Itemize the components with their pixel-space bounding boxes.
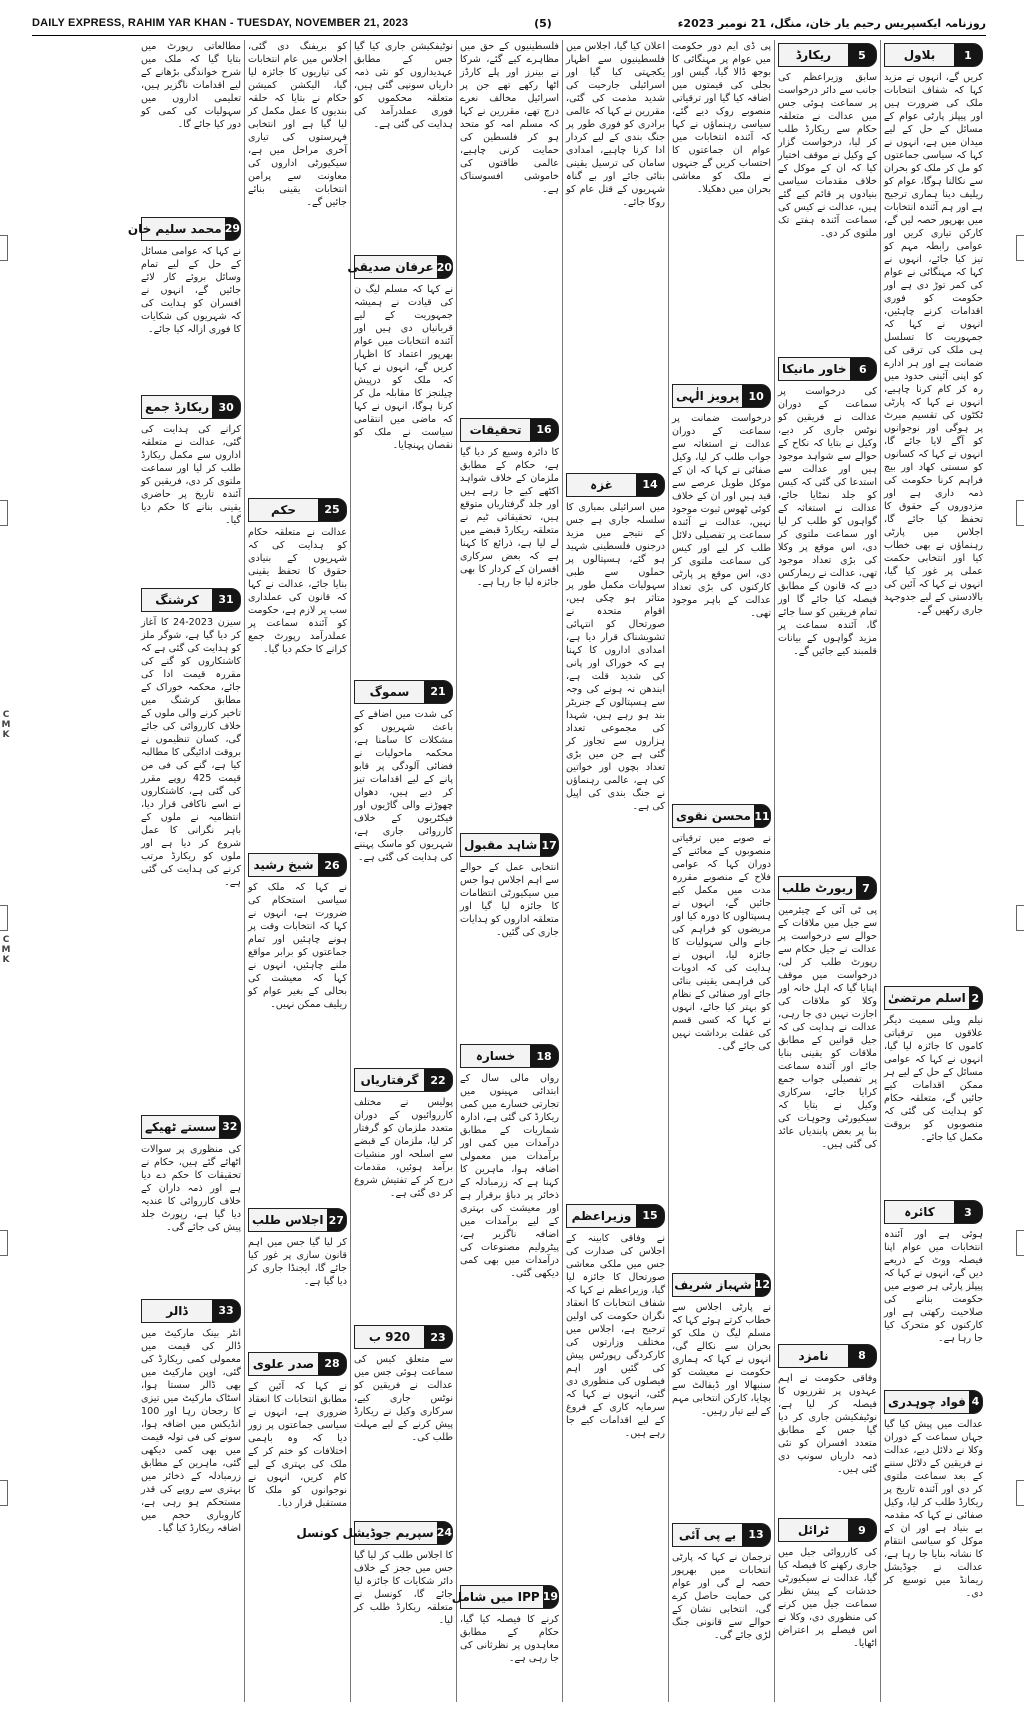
news-item-body: نے صوبے میں ترقیاتی منصوبوں کے معائنے کے دوران کہا کہ عوامی فلاح کے منصوبے مقررہ مدت میں مکمل کیے جائیں گے، انہوں نے ہسپتالوں کا دورہ کیا اور مریضوں کو فراہم کی جانے والی سہولیات کا جائزہ لیا، انہوں نے ہدایت کی کہ ادویات کی فراہمی یقینی بنائی جائے اور صفائی کے نظام کو بہتر کیا جائے، انہوں نے کہا کہ کسی قسم کی غفلت برداشت نہیں کی جائے گی۔: [672, 833, 771, 1053]
news-item-title: حکم: [270, 502, 297, 517]
news-item-heading: [296, 1521, 453, 1545]
news-column: [127, 40, 244, 1702]
news-item: [672, 40, 771, 381]
news-item-title: کائرہ: [904, 1205, 935, 1220]
news-item: [248, 850, 347, 1205]
news-item: [248, 40, 347, 495]
news-item-body: عدالت میں پیش کیا گیا جہاں سماعت کے دوران وکلا نے دلائل دیے، عدالت نے فریقین کے دلائل سننے کے بعد سماعت ملتوی کر دی اور آئندہ تاریخ پر ریکارڈ طلب کر لیا، وکیل صفائی نے کہا کہ مقدمہ بے بنیاد ہے اور ان کے موکل کو سیاسی انتقام کا نشانہ بنایا جا رہا ہے، عدالت نے جوڈیشل ریمانڈ میں توسیع کر دی۔: [884, 1418, 983, 1599]
news-item-body: کو بریفنگ دی گئی، اجلاس میں عام انتخابات کی تیاریوں کا جائزہ لیا گیا، الیکشن کمیشن حکام نے بتایا کہ حلقہ بندیوں کا عمل مکمل کر لیا گیا ہے اور انتخابی فہرستوں کی تیاری آخری مراحل میں ہے، سیکیورٹی اداروں کی معاونت سے پرامن انتخابات یقینی بنائے جائیں گے۔: [248, 41, 347, 208]
news-item: [354, 40, 453, 252]
news-item-body: کا اجلاس طلب کر لیا گیا جس میں ججز کے خلاف دائر شکایات کا جائزہ لیا جائے گا، کونسل نے متعلقہ ریکارڈ طلب کر لیا۔: [354, 1549, 453, 1626]
news-item: [672, 1520, 771, 1702]
news-item: [884, 983, 983, 1197]
news-item-heading: [778, 357, 877, 381]
registration-mark: [1016, 1480, 1024, 1506]
news-item-number: 21: [424, 681, 452, 703]
news-item-title: سپریم جوڈیشل کونسل: [296, 1525, 434, 1540]
news-item: [778, 1515, 877, 1702]
news-item-heading: [451, 1585, 559, 1609]
news-columns: [32, 40, 986, 1702]
news-item-number: 20: [437, 256, 452, 278]
news-item-body: نے کہا کہ ملک کو سیاسی استحکام کی ضرورت ہے، انہوں نے کہا کہ انتخابات وقت پر ہونے چاہئیں اور تمام جماعتوں کو برابر مواقع ملنے چاہئیں، انہوں نے کہا کہ معیشت کی بحالی کے بغیر عوام کو ریلیف ممکن نہیں۔: [248, 882, 347, 1011]
news-item-heading: [354, 1068, 453, 1092]
news-item-body: ہوئی ہے اور آئندہ انتخابات میں عوام اپنا فیصلہ ووٹ کے ذریعے دیں گے، انہوں نے کہا کہ پیپلز پارٹی ہر صوبے میں حکومت بنانے کی صلاحیت رکھتی ہے اور کارکنوں کو متحرک کیا جا رہا ہے۔: [884, 1229, 983, 1345]
news-item-body: نوٹیفکیشن جاری کیا گیا جس کے مطابق عہدیداروں کو نئی ذمہ داریاں سونپی گئی ہیں، متعلقہ محکموں کو فوری عملدرآمد کی ہدایت کی گئی ہے۔: [354, 41, 453, 130]
news-item: [778, 1341, 877, 1515]
news-item-title: IPP میں شامل: [451, 1589, 540, 1604]
registration-mark: [0, 905, 8, 931]
news-item-title: نامزد: [798, 1348, 829, 1363]
registration-mark: [1016, 500, 1024, 526]
news-item-title: سموگ: [369, 684, 410, 699]
news-item-heading: [248, 853, 347, 877]
newspaper-page: [32, 14, 986, 1704]
news-item-title: شیخ رشید: [253, 858, 314, 873]
news-item-title: وزیراعظم: [571, 1208, 632, 1223]
news-item-heading: [778, 43, 877, 67]
masthead-urdu: روزنامہ ایکسپریس رحیم یار خان، منگل، 21 نومبر 2023ء: [677, 16, 986, 30]
news-item-body: اعلان کیا گیا، اجلاس میں فلسطینیوں سے اظہار یکجہتی کیا گیا اور اسرائیلی جارحیت کی شدید مذمت کی گئی، مقررین نے کہا کہ عالمی برادری کو فوری طور پر جنگ بندی کے لیے کردار ادا کرنا چاہیے، امدادی سامان کی ترسیل یقینی بنائی جائے اور بے گناہ شہریوں کے قتل عام کو روکا جائے۔: [566, 41, 665, 208]
registration-mark: [1016, 235, 1024, 261]
news-item: [778, 40, 877, 354]
news-item-heading: [141, 1299, 241, 1323]
news-item-number: 10: [742, 385, 770, 407]
news-item-number: 26: [318, 854, 346, 876]
news-item-body: سابق وزیراعظم کی جانب سے دائر درخواست پر سماعت ہوئی جس میں عدالت نے متعلقہ حکام سے ریکارڈ طلب کر لیا، درخواست گزار کے وکیل نے موقف اختیار کیا کہ ان کے موکل کے خلاف مقدمات سیاسی بنیادوں پر قائم کیے گئے ہیں، عدالت نے کیس کی سماعت آئندہ ہفتے تک ملتوی کر دی۔: [778, 72, 877, 239]
news-item: [672, 381, 771, 801]
news-item-number: 31: [212, 589, 240, 611]
color-registration-tag: [0, 710, 12, 740]
news-item-body: نے کہا کہ مسلم لیگ ن کی قیادت نے ہمیشہ جمہوریت کے لیے قربانیاں دی ہیں اور آئندہ انتخابات میں عوام بھرپور اعتماد کا اظہار کریں گے، انہوں نے کہا کہ ملک کو درپیش چیلنجز کا مقابلہ مل کر کرنا ہوگا، انہوں نے کہا کہ ماضی میں انتقامی سیاست نے ملک کو نقصان پہنچایا۔: [354, 284, 453, 452]
news-item-number: 5: [848, 44, 876, 66]
news-column: [668, 40, 774, 1702]
news-item-body: کریں گے، انہوں نے مزید کہا کہ شفاف انتخابات ملک کی ضرورت ہیں اور پیپلز پارٹی عوام کے مسائل کے حل کے لیے میدان میں ہے، انہوں نے کہا کہ سیاسی جماعتوں کو مل کر ملک کو بحران سے نکالنا ہوگا، عوام کو ریلیف دینا ہماری ترجیح ہے اور ہم آئندہ انتخابات میں بھرپور حصہ لیں گے، کارکن تیاری کریں اور عوامی رابطہ مہم کو تیز کیا جائے، انہوں نے کہا کہ مہنگائی نے عوام کی کمر توڑ دی ہے اور حکومت کو فوری اقدامات کرنے چاہئیں، انہوں نے کہا کہ جمہوریت کا تسلسل ہی ملک کی ترقی کی ضمانت ہے اور ہر ادارے کو اپنی آئینی حدود میں رہ کر کام کرنا چاہیے، انہوں نے کہا کہ پارٹی ٹکٹوں کی تقسیم میرٹ پر ہوگی اور نوجوانوں کو آگے لایا جائے گا، انہوں نے کہا کہ کسانوں کو سستی کھاد اور بیج فراہم کرنا حکومت کی ذمہ داری ہے اور مزدوروں کے حقوق کا تحفظ کیا جائے گا، اجلاس میں پارٹی رہنماؤں نے بھی خطاب کیا اور انتخابی حکمت عملی پر غور کیا گیا، انہوں نے کہا کہ آئین کی بالادستی کے لیے جدوجہد جاری رکھیں گے۔: [884, 72, 983, 616]
news-item-heading: [672, 1273, 771, 1297]
news-item: [460, 830, 559, 1041]
news-item: [451, 1582, 559, 1702]
news-item: [460, 415, 559, 830]
news-item: [248, 495, 347, 850]
news-item-heading: [672, 384, 771, 408]
news-item-number: 19: [543, 1586, 558, 1608]
news-item-heading: [248, 1208, 347, 1232]
news-item: [141, 1112, 241, 1296]
news-item: [141, 585, 241, 1112]
news-item-title: ریورٹ طلب: [782, 881, 853, 896]
news-item-body: مطالعاتی رپورٹ میں بتایا گیا کہ ملک میں شرح خواندگی بڑھانے کے لیے اقدامات ناگزیر ہیں، تعلیمی اداروں میں سہولیات کی کمی کو دور کیا جائے گا۔: [141, 41, 241, 130]
news-item-body: کرنے کا فیصلہ کیا گیا، حکام کے مطابق معاہدوں پر نظرثانی کی جا رہی ہے۔: [460, 1613, 559, 1664]
news-item-heading: [354, 680, 453, 704]
news-item-heading: [778, 1518, 877, 1542]
registration-mark: [0, 235, 8, 261]
news-item: [672, 1270, 771, 1520]
news-item: [566, 40, 665, 470]
news-item: [354, 1065, 453, 1322]
news-item: [672, 801, 771, 1269]
news-item-body: کی منظوری پر سوالات اٹھائے گئے ہیں، حکام نے تحقیقات کا حکم دے دیا ہے اور ذمہ داران کے خلاف کارروائی کا عندیہ دیا گیا ہے، رپورٹ جلد پیش کی جائے گی۔: [141, 1143, 241, 1233]
news-item: [354, 1322, 453, 1518]
news-item-number: 33: [212, 1300, 240, 1322]
news-item-heading: [778, 1344, 877, 1368]
news-item: [460, 40, 559, 415]
news-column: [774, 40, 880, 1702]
cmyk-letter: M: [1, 945, 11, 955]
news-item-heading: [141, 395, 241, 419]
news-item-title: بلاول: [903, 48, 936, 62]
news-item-title: عرفان صدیقی: [347, 260, 434, 275]
news-item-body: میں اسرائیلی بمباری کا سلسلہ جاری ہے جس کے نتیجے میں مزید درجنوں فلسطینی شہید ہو گئے، ہسپتالوں پر حملوں سے طبی سہولیات مکمل طور پر متاثر ہو چکی ہیں، اقوام متحدہ نے صورتحال کو انتہائی تشویشناک قرار دیا ہے، امدادی اداروں کا کہنا ہے کہ خوراک اور پانی کی شدید قلت ہے، ایندھن نہ ہونے کی وجہ سے ہسپتالوں کے جنریٹر بند ہو رہے ہیں، شہدا کی مجموعی تعداد ہزاروں سے تجاوز کر گئی ہے جن میں بڑی تعداد بچوں اور خواتین کی ہے، عالمی رہنماؤں نے جنگ بندی کی اپیل کی ہے۔: [566, 501, 665, 812]
news-item-body: نیلم ویلی سمیت دیگر علاقوں میں ترقیاتی کاموں کا جائزہ لیا گیا، انہوں نے کہا کہ عوامی مسائل کے حل کے لیے ہر ممکن اقدامات کیے جائیں گے، متعلقہ حکام کو ہدایت کی گئی کہ منصوبوں کو بروقت مکمل کیا جائے۔: [884, 1015, 983, 1144]
registration-mark: [0, 1230, 8, 1256]
news-item-heading: [778, 876, 877, 900]
news-item-number: 22: [424, 1069, 452, 1091]
news-item-heading: [566, 473, 665, 497]
news-item-title: ریکارڈ جمع: [145, 400, 210, 415]
news-item-title: شاہد مقبول: [464, 838, 538, 853]
news-item-body: پی ڈی ایم دور حکومت میں عوام پر مہنگائی کا بوجھ ڈالا گیا، گیس اور بجلی کی قیمتوں میں اضافہ کیا گیا اور ترقیاتی منصوبے روک دیے گئے، سیاسی رہنماؤں نے کہا کہ آئندہ انتخابات میں عوام ان جماعتوں کا احتساب کریں گے جنہوں نے ملک کو معاشی بحران میں دھکیلا۔: [672, 41, 771, 195]
news-item-number: 29: [225, 218, 240, 240]
news-item-heading: [354, 1325, 453, 1349]
news-item: [354, 677, 453, 1065]
news-item-heading: [141, 1115, 241, 1139]
news-item-body: نے وفاقی کابینہ کے اجلاس کی صدارت کی جس میں ملکی معاشی صورتحال کا جائزہ لیا گیا، وزیراعظم نے کہا کہ شفاف انتخابات کا انعقاد نگران حکومت کی اولین ترجیح ہے، اجلاس میں مختلف وزارتوں کی کارکردگی رپورٹس پیش کی گئیں اور اہم فیصلوں کی منظوری دی گئی، انہوں نے کہا کہ سرمایہ کاری کے فروغ کے لیے اقدامات کیے جا رہے ہیں۔: [566, 1232, 665, 1439]
news-column: [451, 40, 562, 1702]
news-item-body: سے متعلق کیس کی سماعت ہوئی جس میں عدالت نے فریقین کو نوٹس جاری کیے، سرکاری وکیل نے ریکارڈ پیش کرنے کے لیے مہلت طلب کی۔: [354, 1354, 453, 1444]
news-item-number: 9: [848, 1519, 876, 1541]
news-item-heading: [884, 1390, 983, 1414]
news-item-body: عدالت نے متعلقہ حکام کو ہدایت کی کہ شہریوں کے بنیادی حقوق کا تحفظ یقینی بنایا جائے، عدالت نے کہا کہ قانون کی عملداری سب پر لازم ہے، حکومت کو آئندہ سماعت پر عملدرآمد رپورٹ جمع کرانے کا حکم دیا گیا۔: [248, 526, 347, 655]
news-column: [244, 40, 350, 1702]
news-item-number: 1: [954, 44, 982, 66]
news-item-heading: [248, 498, 347, 522]
news-item-title: اجلاس طلب: [252, 1213, 324, 1228]
registration-mark: [1016, 905, 1024, 931]
news-column: [880, 40, 986, 1702]
color-registration-tag: [0, 935, 12, 965]
news-item: [127, 214, 241, 393]
news-item-number: 32: [219, 1116, 240, 1138]
news-item-title: فواد چوہدری: [888, 1394, 966, 1409]
news-item-number: 15: [636, 1205, 664, 1227]
news-item-number: 17: [540, 834, 558, 856]
cmyk-letter: C: [2, 710, 10, 720]
news-item-body: کا دائرہ وسیع کر دیا گیا ہے، حکام کے مطابق ملزمان کے خلاف شواہد اکٹھے کیے جا رہے ہیں اور جلد گرفتاریاں متوقع ہیں، تحقیقاتی ٹیم نے متعلقہ ریکارڈ قبضے میں لے لیا ہے، ذرائع کا کہنا ہے کہ بعض سرکاری افسران کے کردار کا بھی جائزہ لیا جا رہا ہے۔: [460, 446, 559, 588]
news-item-body: نے کہا کہ آئین کے مطابق انتخابات کا انعقاد ضروری ہے، انہوں نے سیاسی جماعتوں پر زور دیا کہ وہ باہمی اختلافات کو ختم کر کے ملک کی بہتری کے لیے کام کریں، انہوں نے نوجوانوں کو ملک کا مستقبل قرار دیا۔: [248, 1380, 347, 1509]
news-item: [778, 873, 877, 1340]
news-item-title: غزہ: [590, 477, 613, 492]
news-item-heading: [141, 588, 241, 612]
news-item: [141, 40, 241, 214]
news-item-body: نے کہا کہ عوامی مسائل کے حل کے لیے تمام وسائل بروئے کار لائے جائیں گے، انہوں نے افسران کو ہدایت کی کہ شہریوں کی شکایات کا فوری ازالہ کیا جائے۔: [141, 245, 241, 335]
news-item-title: پرویز الٰہی: [676, 389, 740, 404]
news-item: [141, 392, 241, 585]
news-item: [296, 1518, 453, 1702]
news-item-heading: [884, 1200, 983, 1224]
news-item-body: کرانے کی ہدایت کی گئی، عدالت نے متعلقہ اداروں سے مکمل ریکارڈ طلب کر لیا اور سماعت ملتوی کر دی، فریقین کو آئندہ تاریخ پر حاضری یقینی بنانے کا حکم دیا گیا۔: [141, 424, 241, 527]
registration-mark: [0, 500, 8, 526]
news-item-heading: [884, 986, 983, 1010]
news-item-number: 2: [969, 987, 982, 1009]
news-item-body: کی شدت میں اضافے کے باعث شہریوں کو مشکلات کا سامنا ہے، محکمہ ماحولیات نے فضائی آلودگی پر قابو پانے کے لیے اقدامات تیز کر دیے ہیں، دھواں چھوڑنے والی گاڑیوں اور فیکٹریوں کے خلاف کارروائی جاری ہے، شہریوں کو ماسک پہننے کی ہدایت کی گئی ہے۔: [354, 708, 453, 863]
registration-mark: [1016, 1230, 1024, 1256]
cmyk-letter: K: [2, 955, 10, 965]
news-item-number: 28: [318, 1353, 346, 1375]
news-item-number: 25: [318, 499, 346, 521]
news-column: [562, 40, 668, 1702]
registration-mark: [0, 1480, 8, 1506]
news-item: [778, 354, 877, 873]
news-item-heading: [248, 1352, 347, 1376]
news-item-heading: [460, 833, 559, 857]
news-item-number: 18: [530, 1045, 558, 1067]
news-item-heading: [460, 418, 559, 442]
news-item-body: وفاقی حکومت نے اہم عہدوں پر تقرریوں کا فیصلہ کر لیا ہے، نوٹیفکیشن جاری کر دیا گیا جس کے مطابق متعدد افسران کو نئی ذمہ داریاں سونپ دی گئی ہیں۔: [778, 1372, 877, 1475]
news-item-number: 8: [848, 1345, 876, 1367]
news-item-title: محمد سلیم خان: [127, 221, 222, 236]
news-item-number: 27: [327, 1209, 346, 1231]
news-item-title: محسن نقوی: [676, 809, 751, 824]
cmyk-letter: M: [1, 720, 11, 730]
news-item-title: تحقیقات: [469, 422, 522, 437]
masthead: [32, 14, 986, 36]
masthead-english: DAILY EXPRESS, RAHIM YAR KHAN - TUESDAY, NOVEMBER 21, 2023: [32, 17, 409, 29]
cmyk-letter: K: [2, 730, 10, 740]
news-item-body: ترجمان نے کہا کہ پارٹی انتخابات میں بھرپور حصہ لے گی اور عوام کی حمایت حاصل کرے گی، انتخابی نشان کے حوالے سے قانونی جنگ لڑی جائے گی۔: [672, 1551, 771, 1641]
news-item-title: ٹرائل: [797, 1523, 830, 1538]
news-item-number: 12: [755, 1274, 770, 1296]
news-item-title: کرشنگ: [155, 592, 199, 607]
news-item-number: 6: [850, 358, 876, 380]
news-item: [884, 1197, 983, 1387]
news-item-heading: [884, 43, 983, 67]
news-item-body: انتخابی عمل کے حوالے سے اہم اجلاس ہوا جس میں سیکیورٹی انتظامات کا جائزہ لیا گیا اور متعلقہ اداروں کو ہدایات جاری کی گئیں۔: [460, 862, 559, 939]
news-item-body: کر لیا گیا جس میں اہم قانون سازی پر غور کیا جائے گا، ایجنڈا جاری کر دیا گیا ہے۔: [248, 1237, 347, 1288]
news-item-title: خسارہ: [475, 1049, 516, 1064]
news-item: [347, 252, 453, 677]
news-item: [141, 1296, 241, 1702]
news-item-number: 13: [742, 1524, 770, 1546]
news-item-body: رواں مالی سال کے ابتدائی مہینوں میں تجارتی خسارے میں کمی ریکارڈ کی گئی ہے، ادارہ شماریات کے مطابق درآمدات میں کمی اور برآمدات میں معمولی اضافہ ہوا، ماہرین کا کہنا ہے کہ زرمبادلہ کے ذخائر پر دباؤ برقرار ہے اور معیشت کی بہتری کے لیے برآمدات میں اضافہ ناگزیر ہے، پیٹرولیم مصنوعات کی درآمدات میں بھی کمی دیکھی گئی۔: [460, 1073, 559, 1280]
news-item-heading: [566, 1204, 665, 1228]
news-item-title: ریکارڈ: [795, 48, 832, 62]
news-item-body: پی ٹی آئی کے چیئرمین سے جیل میں ملاقات کے حوالے سے درخواست پر عدالت نے جیل حکام سے رپورٹ طلب کر لی، درخواست میں موقف اپنایا گیا کہ اہل خانہ اور وکلا کو ملاقات کی اجازت نہیں دی جا رہی، عدالت نے ہدایت کی کہ جیل قوانین کے مطابق ملاقات کو یقینی بنایا جائے اور آئندہ سماعت پر تفصیلی جواب جمع کرایا جائے، سرکاری وکیل نے بتایا کہ سیکیورٹی وجوہات کی بنا پر بعض پابندیاں عائد کی گئی ہیں۔: [778, 905, 877, 1151]
news-item-body: درخواست ضمانت پر سماعت کے دوران عدالت نے استغاثہ سے جواب طلب کر لیا، وکیل صفائی نے کہا کہ ان کے موکل طویل عرصے سے قید ہیں اور ان کے خلاف کوئی ٹھوس ثبوت موجود نہیں، عدالت نے آئندہ سماعت پر تفصیلی دلائل طلب کر لیے اور کیس کی سماعت ملتوی کر دی، اس موقع پر پارٹی کارکنوں کی بڑی تعداد عدالت کے باہر موجود تھی۔: [672, 413, 771, 620]
news-item-body: نے پارٹی اجلاس سے خطاب کرتے ہوئے کہا کہ مسلم لیگ ن ملک کو بحران سے نکالے گی، انہوں نے کہا کہ ہماری حکومت نے معیشت کو سنبھالا اور ڈیفالٹ سے بچایا، کارکن انتخابی مہم کے لیے تیار رہیں۔: [672, 1301, 771, 1417]
news-item-body: پولیس نے مختلف کارروائیوں کے دوران متعدد ملزمان کو گرفتار کر لیا، ملزمان کے قبضے سے اسلحہ اور منشیات برآمد ہوئیں، مقدمات درج کر کے تفتیش شروع کر دی گئی ہے۔: [354, 1097, 453, 1200]
news-item-number: 24: [437, 1522, 452, 1544]
news-item-body: کی درخواست پر سماعت کے دوران عدالت نے فریقین کو نوٹس جاری کر دیے، وکیل نے بتایا کہ نکاح کے حوالے سے شواہد موجود ہیں اور عدالت سے استدعا کی گئی کہ کیس کو جلد نمٹایا جائے، عدالت نے استغاثہ کے گواہوں کو طلب کر لیا اور سماعت ملتوی کر دی، اس موقع پر وکلا کی بڑی تعداد موجود تھی، عدالت نے ریمارکس دیے کہ قانون کے مطابق فیصلہ کیا جائے گا اور تمام فریقین کو سنا جائے گا، آئندہ سماعت پر مزید گواہوں کے بیانات قلمبند کیے جائیں گے۔: [778, 386, 877, 658]
news-item-title: سستے ٹھیکے: [145, 1119, 217, 1134]
news-item-title: بے پی آئی: [678, 1527, 737, 1542]
news-item-number: 23: [424, 1326, 452, 1348]
news-item-title: صدر علوی: [252, 1356, 315, 1371]
news-item-body: کی کارروائی جیل میں جاری رکھنے کا فیصلہ کیا گیا، عدالت نے سیکیورٹی خدشات کے پیش نظر سماعت جیل میں کرنے کی منظوری دی، وکلا نے اس فیصلے پر اعتراض اٹھایا۔: [778, 1547, 877, 1650]
news-item-title: 920 ب: [368, 1330, 411, 1345]
news-item-body: فلسطینیوں کے حق میں مظاہرے کیے گئے، شرکا نے بینرز اور پلے کارڈز اٹھا رکھے تھے جن پر اسرائیل مخالف نعرے درج تھے، مقررین نے کہا کہ مسلم امہ کو متحد ہو کر فلسطین کی حمایت کرنی چاہیے، عالمی طاقتوں کی خاموشی افسوسناک ہے۔: [460, 41, 559, 195]
news-item-number: 11: [754, 805, 770, 827]
news-item-heading: [460, 1044, 559, 1068]
news-item-body: انٹر بینک مارکیٹ میں ڈالر کی قیمت میں معمولی کمی ریکارڈ کی گئی، اوپن مارکیٹ میں بھی ڈالر سستا ہوا، اسٹاک مارکیٹ میں تیزی کا رجحان رہا اور 100 انڈیکس میں اضافہ ہوا، سونے کی فی تولہ قیمت میں بھی کمی دیکھی گئی، ماہرین کے مطابق زرمبادلہ کے ذخائر میں بہتری سے روپے کی قدر مستحکم ہو رہی ہے، کاروباری حجم میں اضافہ ریکارڈ کیا گیا۔: [141, 1327, 241, 1534]
news-item: [460, 1041, 559, 1582]
news-item-number: 14: [636, 474, 664, 496]
news-item-heading: [127, 217, 241, 241]
news-item-heading: [672, 1523, 771, 1547]
page-number: (5): [534, 16, 552, 30]
news-item: [884, 1387, 983, 1702]
news-item-title: گرفتاریاں: [360, 1073, 419, 1088]
news-item-number: 30: [212, 396, 240, 418]
news-item-number: 3: [954, 1201, 982, 1223]
news-item: [566, 1201, 665, 1702]
news-item-number: 4: [969, 1391, 982, 1413]
cmyk-letter: C: [2, 935, 10, 945]
news-item-title: اسلم مرتضیٰ: [888, 991, 966, 1006]
news-item-heading: [672, 804, 771, 828]
news-item-heading: [347, 255, 453, 279]
news-item-title: شہباز شریف: [674, 1277, 752, 1292]
news-item-body: سیزن 2023-24 کا آغاز کر دیا گیا ہے، شوگر ملز کو ہدایت کی گئی ہے کہ کاشتکاروں کو گنے کی مقررہ قیمت ادا کی جائے، محکمہ خوراک کے مطابق کرشنگ میں تاخیر کرنے والی ملوں کے خلاف کارروائی کی جائے گی، کسان تنظیموں نے بروقت ادائیگی کا مطالبہ کیا ہے، گنے کی فی من قیمت 425 روپے مقرر کی گئی ہے، کاشتکاروں نے اسے ناکافی قرار دیا، انتظامیہ نے ملوں کے باہر نگرانی کا عمل شروع کر دیا ہے اور ملوں کو ریکارڈ مرتب کرنے کی ہدایت کی گئی ہے۔: [141, 616, 241, 888]
news-item-title: خاور مانیکا: [782, 362, 847, 377]
news-item: [248, 1205, 347, 1348]
news-item-title: ڈالر: [166, 1303, 188, 1318]
news-item-number: 7: [856, 877, 876, 899]
news-item: [566, 470, 665, 1201]
news-item-number: 16: [530, 419, 558, 441]
news-item: [884, 40, 983, 983]
